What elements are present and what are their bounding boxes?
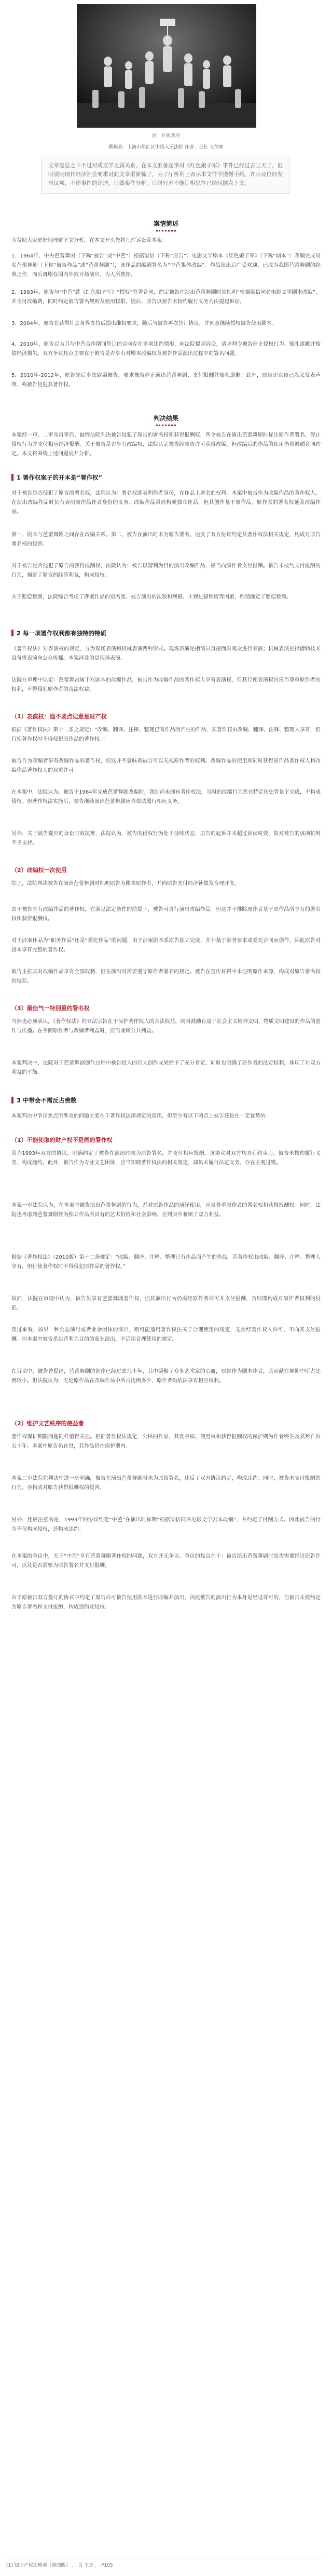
paragraph: 《著作权法》对表演权的规定，分为现场表演和机械表演两种形式。现场表演是指演员直接面对观众进行表演；机械表演是指借助技术设备将表演向公众传播。本案涉及的是现场表演。 [11,646,321,661]
subheading [11,1096,321,1105]
subheading [11,473,321,482]
paragraph: 在本案的争议中，关于“中芭”享有芭蕾舞剧著作权的问题，双方并无争议。争议的焦点在于：被告演出芭蕾舞剧时是否需要经过原告许可，以及是否需要为原告署名并支付报酬。 [11,1553,321,1569]
paragraph: 法院在审理中认定：芭蕾舞剧属于对剧本的改编作品，被告作为改编作品的著作权人享有表演权，但其行使表演权时应当尊重原作者的权利，不得侵犯原作者的合法权益。 [11,677,321,692]
subheading-level3: （1）不能使取的财产权不是画的署作权 [11,1137,113,1143]
section-heading-background [0,218,332,234]
heading-marker [11,1097,13,1103]
footnote-source: [1] 知识产权法略观（第四版） [6,2563,71,2568]
subheading-text: 1 署作权案子的开本是“署作权” [17,474,103,481]
intro-text: 文章起总之下不过对成文学无属关系，在本文准备起事对《红色娘子军》事件已经过去三天了，但时说明现代经济社会要求对此文章重新梳了，为了厅析利上表示本文件中遵循手约，许示及位经发出议项，不作事件的评述，只做案件分析，只研究本不能订相思存已经问题点上文。 [48,162,283,186]
stage-photo-art [77,4,256,128]
paragraph: 故而，法院在审理中认为，被告虽享有芭蕾舞剧著作权，但其演出行为仍需经原作者许可并支付报酬，否则即构成对原作者权利的侵犯。 [11,1296,321,1311]
paragraph: 由于被告享有改编作品的著作权，在满足法定条件的前提下，被告可自行演出改编作品。但这并不排除原作者基于原作品所享有的署名权和获得报酬权。 [11,907,321,922]
paragraph: 对于被告是否侵犯了原告的获得报酬权，法院认为：被告以营利为目的演出改编作品，应当向原作者支付报酬。被告未按约支付报酬的行为，损害了原告的经济利益，构成侵权。 [11,563,321,578]
footnote-separator: ， [72,2563,77,2568]
subheading-level3: （2）改编权一次使用 [11,867,67,874]
paragraph: 综上，法院判决被告在演出芭蕾舞剧时标明原告为剧本原作者，并向原告支付经济补偿及合理开支。 [11,881,240,887]
section-title: 案情简述 [153,220,178,227]
paragraph: 被告作为改编者享有改编作品的著作权，但这并不意味着被告可以无视原作者的权利。改编作品的使用须同时获得原作品著作权人和改编作品著作权人的双重许可。 [11,758,321,773]
subheading-text: 2 每一项署作权利都有独特的特质 [17,630,107,637]
paragraph: 本案判决中争议焦点所涉及的问题主要在于著作权法律规定的适用，但至少有以下两点上被告还是在一定优势的： [11,1113,271,1119]
intro-box [42,156,289,194]
paragraph: 根据《著作权法》第十二条之规定：“改编、翻译、注释、整理已有作品而产生的作品，其著作权由改编、翻译、注释、整理人享有，但行使著作权时不得侵犯原作品的著作权。” [11,727,321,742]
footnote-author: 页 王迁 [78,2563,94,2568]
paragraph: 著作权保护期限问题同样值得关注。根据著作权法规定，公民的作品，其发表权、使用权和获得报酬权的保护期为作者终生及其死亡后五十年。本案中原告仍在世，其作品仍在保护期内。 [11,1434,321,1449]
paragraph: 反过来看，如果一种公益演出或者业余团体的演出，则可能适用著作权法关于合理使用的规定，无需经著作权人许可，不向其支付报酬。但本案中被告系以营利为目的的商业演出，不适用合理使用的规定。 [11,1327,321,1342]
stage-photo [77,4,256,128]
paragraph: 另外，还应注意的是，1993年的协议约定“中芭”在演出时标明“根据梁信同名电影文学剧本改编”，并约定了付酬方式。因此被告的行为不仅构成侵权，还构成违约。 [11,1517,321,1532]
paragraph: 根据《著作权法》（2010版）第十二条规定：“改编、翻译、注释、整理已有作品而产生的作品，其著作权由改编、翻译、注释、整理人享有，但行使著作权时不得侵犯原作品的著作权。” [11,1255,321,1270]
subheading-level3: （3）最佳气一特别重的署名权 [11,1005,90,1012]
subheading [11,629,321,637]
heading-marker [11,630,13,636]
paragraph: 在诉讼中，被告曾提出，芭蕾舞剧的创作已经过去几十年，其中凝聚了众多艺术家的心血，原告作为剧本作者，其贡献在舞剧中所占比例较小。但法院认为，无论原作品在改编作品中所占比例多少，原作者均依法享有相应权利。 [11,1369,321,1384]
section-divider [156,425,176,428]
paragraph: 4．2010年，原告以为其与中芭合作期间签订的合同存在多项违约情形，向法院提起诉讼，请求判令被告停止侵权行为、赔礼道歉并赔偿经济损失。双方争议焦点主要在于被告是否享有对剧本改编权及被告作品演出过程中的署名问题。 [11,342,321,357]
paragraph: 关于赔偿数额，法院综合考虑了涉案作品的知名度、被告演出的次数和规模、主观过错程度等因素，酌情确定了赔偿数额。 [11,594,292,600]
section-divider [156,230,176,234]
section-heading-analysis [0,413,332,428]
subheading-level3: （1）表演权：通不要点记意是财产权 [11,713,107,720]
paragraph: 本案判决中，法院对于芭蕾舞剧创作过程中被告投入的巨大创作成果给予了充分肯定，同时也明确了原作者的法定权利，体现了对双方利益的平衡。 [11,1060,321,1075]
heading-marker [11,474,13,481]
photo-caption: 图：样板戏照 [151,133,180,139]
footnote [6,2558,326,2568]
paragraph: 因为1993年双方的协议，明确约定了被告在演出时须为原告署名，并支付相应报酬。该协议对双方均具有约束力，被告未按约履行义务，构成违约。此外，被告作为专业文艺团体，应当知晓著作权法的相关规定，却仍未履行法定义务，存在主观过错。 [11,1151,321,1166]
paragraph: 当然也必须承认，《著作权法》的立法宗旨在于保护著作权人的合法权益，同时鼓励有益于社会主义精神文明、物质文明建设的作品的创作与传播。在平衡原作者与改编者利益时，应当兼顾公共利益。 [11,1019,321,1034]
section-title: 判决结果 [153,415,178,422]
paragraph: 1．1964年，中央芭蕾舞团（下称“被告”或“中芭”）根据梁信（下称“原告”）电影文学剧本《红色娘子军》（下称“剧本”）改编完成同名芭蕾舞剧（下称“被告作品”或“芭蕾舞剧”），该作品的编剧署名为“中芭集体改编”。作品演出后广受欢迎，已成为我国芭蕾舞剧的经典之作，而后舞剧在国内外数百场演出，为人所熟知。 [11,253,321,278]
paragraph: 5．2010年-2012年，原告先后多次致函被告，要求被告停止演出芭蕾舞剧、支付报酬并赔礼道歉；此外，原告还以自己名义发表声明，称被告侵犯其著作权。 [11,373,321,388]
paragraph: 对于被告是否侵犯了原告的署名权，法院认为：署名权即表明作者身份，在作品上署名的权利。本案中被告作为改编作品的著作权人，在演出改编作品时负有表明原作品作者身份的义务。改编作品虽然构成独立作品，但其创作基于原作品，原作者的署名权延及改编作品。 [11,490,321,515]
subheading-level3: （2）维护文艺秩序的使益者 [11,1420,84,1427]
paragraph: 对于涉案作品为“职务作品”还是“委托作品”的问题，由于涉案剧本系原告独立完成，并非基于职务要求或委托合同而创作，因此原告对剧本享有完整的著作权。 [11,938,321,953]
paragraph: 为帮助大家更好地理解下文分析，在本文开头先将几件诉讼及本案： [11,238,167,243]
paragraph: 第一，剧本与芭蕾舞剧之间存在改编关系。第二，被告在演出时未为原告署名，违反了双方协议约定及著作权法相关规定，构成对原告署名权的侵害。 [11,532,321,547]
paragraph: 另外，关于被告提出的诉讼时效抗辩，法院认为，被告的侵权行为处于持续状态，原告的起诉并未超过诉讼时效，故对被告的该项抗辩不予支持。 [11,831,321,846]
subheading-text: 3 中带会不需反占费数 [17,1097,77,1104]
footnote-separator: ， [95,2563,100,2568]
paragraph: 本案二审法院在判决中进一步明确，被告在演出芭蕾舞剧时未为原告署名，违反了双方协议约定，构成违约；同时，被告未支付报酬的行为，亦构成对原告获得报酬权的侵害。 [11,1476,321,1491]
paragraph: 由于原被告双方签订的协议中约定了原告许可被告使用剧本进行改编并演出，因此被告的演出行为本身是经过许可的，但被告未按约定为原告署名和支付报酬，构成违约及侵权。 [11,1595,321,1610]
paragraph: 在本案中，法院认为，被告于1964年完成芭蕾舞剧改编时，我国尚未颁布著作权法，当时的改编行为系在特定历史背景下完成，不构成侵权。但著作权法实施后，被告继续演出芭蕾舞剧应当依法履行相应义务。 [11,789,321,805]
footnote-page: P105 [101,2563,113,2568]
paragraph: 3．2004年，原告在获得社会各界支持后提出维权要求，随后与被告再次签订协议，并同意继续授权被告使用剧本。 [11,321,277,326]
author-line: 撰稿者：上海市徐汇区中级人民法院 作者：金长 人律师 [108,145,224,150]
paragraph: 本案一审法院认为，在本案中被告演出芭蕾舞剧的行为，系对原告作品的演绎使用，应当尊重原作者的署名权和获得报酬权。同时，法院也考虑到芭蕾舞剧作为独立作品所具有的艺术价值和社会影响，在判决中兼顾了双方利益。 [11,1203,321,1218]
paragraph: 2．1993年，原告与“中芭”就《红色娘子军》“授权”签署合同，约定被告在演出芭蕾舞剧时须标明“根据梁信同名电影文学剧本改编”，并支付改编费，同时约定被告署名规则及使用权限。随后，原告以被告未按约履行义务为由提起诉讼。 [11,290,321,305]
paragraph: 被告主张其对改编作品享有全部权利，但在演出时需要遵守原作者署名的规定。被告在宣传材料中未注明原作来源，构成对原告署名权的侵犯。 [11,969,321,984]
paragraph: 本案经一审、二审及再审后，最终法院判决被告侵犯了原告的署名权和获得报酬权，判令被告在演出芭蕾舞剧时标注原作者署名、停止侵权行为并支付相应经济报酬。关于被告是否享有改编权，法院认定被告经原告许可获得改编，但改编后的作品的使用仍须遵循合同约定。本文将围绕上述问题展开分析。 [11,432,321,457]
